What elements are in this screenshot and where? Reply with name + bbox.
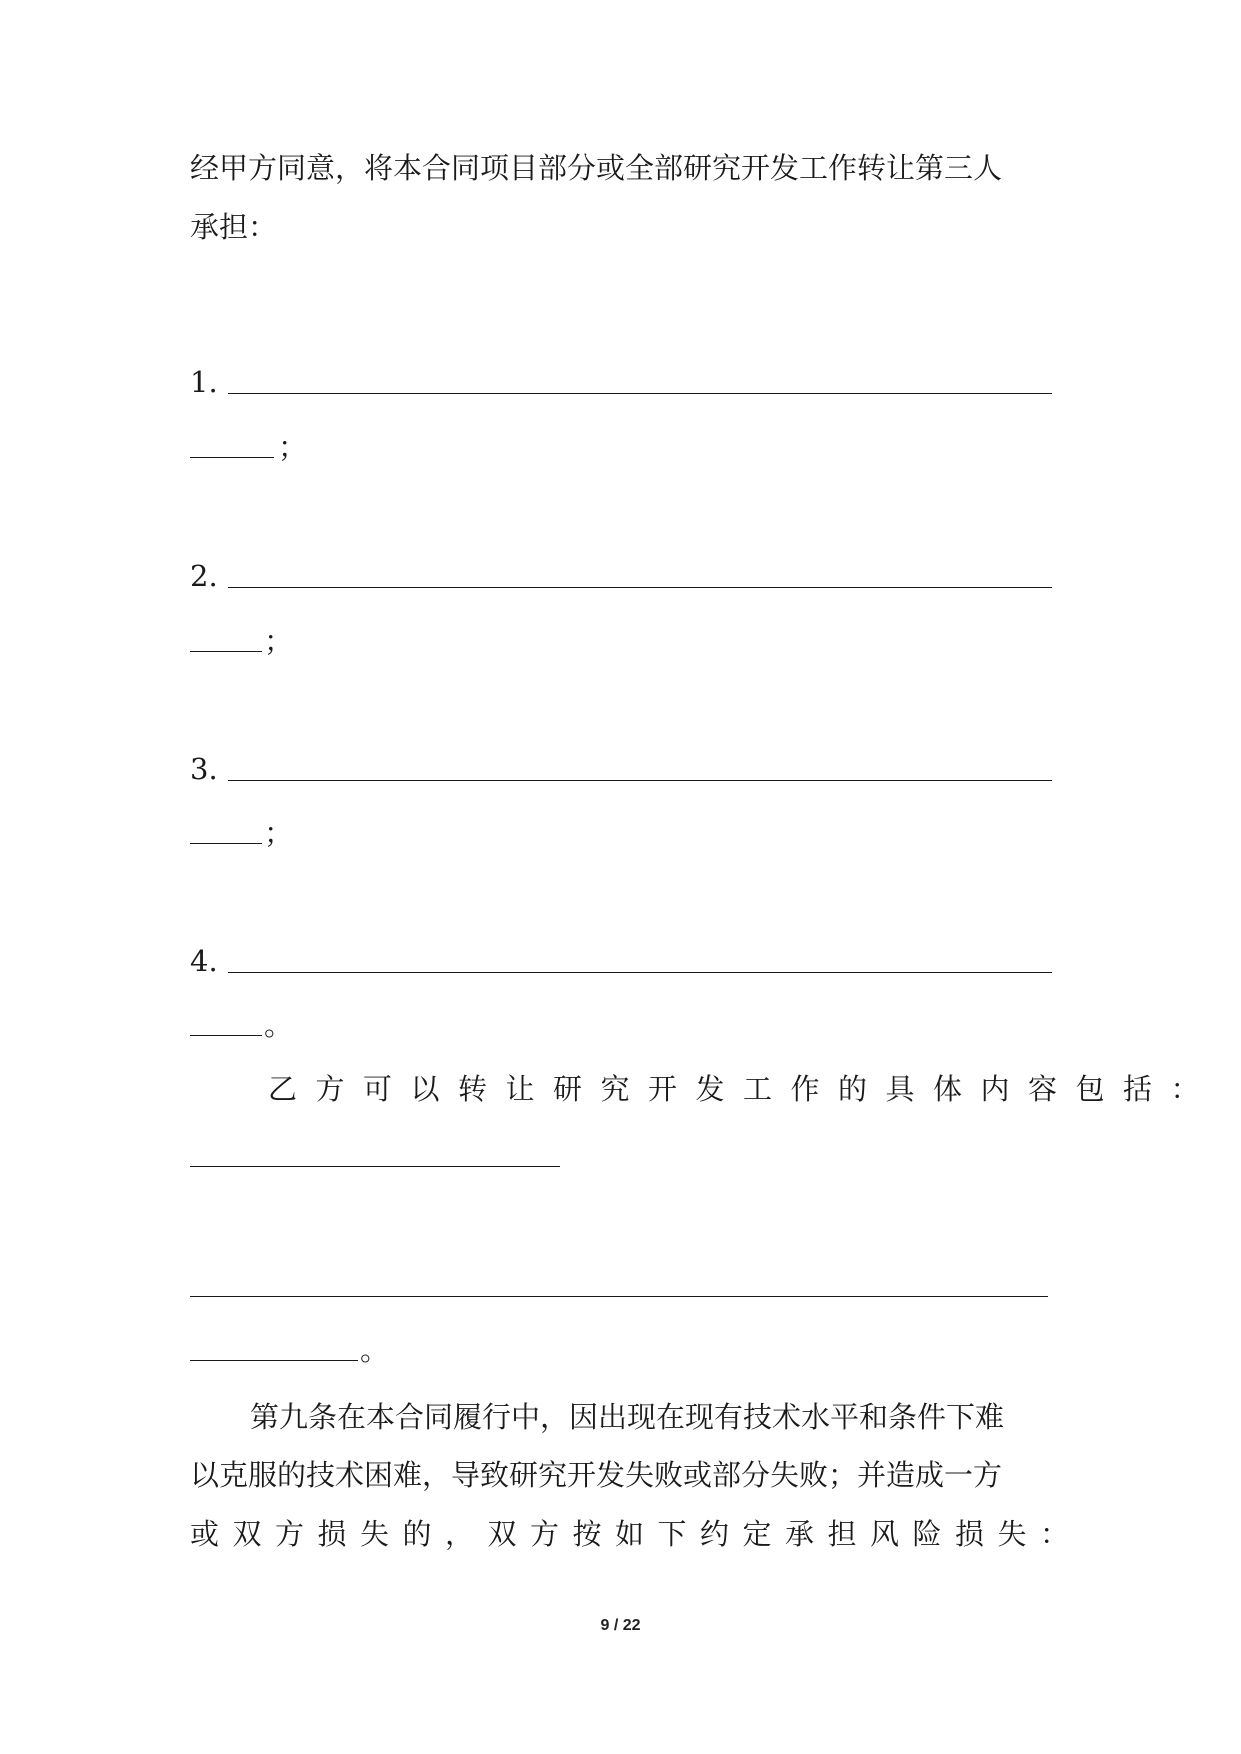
- transfer-content-blank-line-2: [190, 1296, 1048, 1297]
- transfer-content-label: [268, 1069, 1219, 1109]
- item-4-blank-line: [228, 972, 1052, 973]
- transfer-content-blank-line-1: [190, 1166, 560, 1167]
- item-1-number: 1.: [190, 365, 218, 399]
- paragraph-transfer-line-2: 承担：: [190, 210, 278, 244]
- transfer-content-blank-line-3: [190, 1360, 358, 1361]
- item-2-number: 2.: [190, 559, 218, 593]
- item-1-end-mark: ；: [278, 430, 308, 464]
- item-4-end-mark: 。: [264, 1008, 294, 1042]
- item-1-blank-continuation: [190, 457, 274, 458]
- item-4-blank-continuation: [190, 1035, 262, 1036]
- transfer-content-label-text: 乙方可以转让研究开发工作的具体内容包括：: [268, 1072, 1219, 1106]
- item-1-blank-line: [228, 393, 1052, 394]
- item-2-blank-line: [228, 587, 1052, 588]
- transfer-content-end-mark: 。: [360, 1333, 390, 1367]
- item-4-number: 4.: [190, 944, 218, 978]
- page-number: 9 / 22: [600, 1617, 641, 1634]
- article-9-line-2: 以克服的技术困难，导致研究开发失败或部分失败；并造成一方: [190, 1458, 1003, 1492]
- article-9-line-3-wrapper: [190, 1514, 1083, 1554]
- article-9-line-1: 第九条在本合同履行中，因出现在现有技术水平和条件下难: [250, 1400, 1005, 1434]
- item-3-end-mark: ；: [264, 816, 294, 850]
- item-2-end-mark: ；: [264, 624, 294, 658]
- item-3-number: 3.: [190, 752, 218, 786]
- item-3-blank-continuation: [190, 843, 262, 844]
- item-2-blank-continuation: [190, 651, 262, 652]
- article-9-line-3: 或双方损失的，双方按如下约定承担风险损失：: [190, 1517, 1083, 1551]
- item-3-blank-line: [228, 780, 1052, 781]
- paragraph-transfer-line-1: 经甲方同意，将本合同项目部分或全部研究开发工作转让第三人: [190, 151, 1003, 185]
